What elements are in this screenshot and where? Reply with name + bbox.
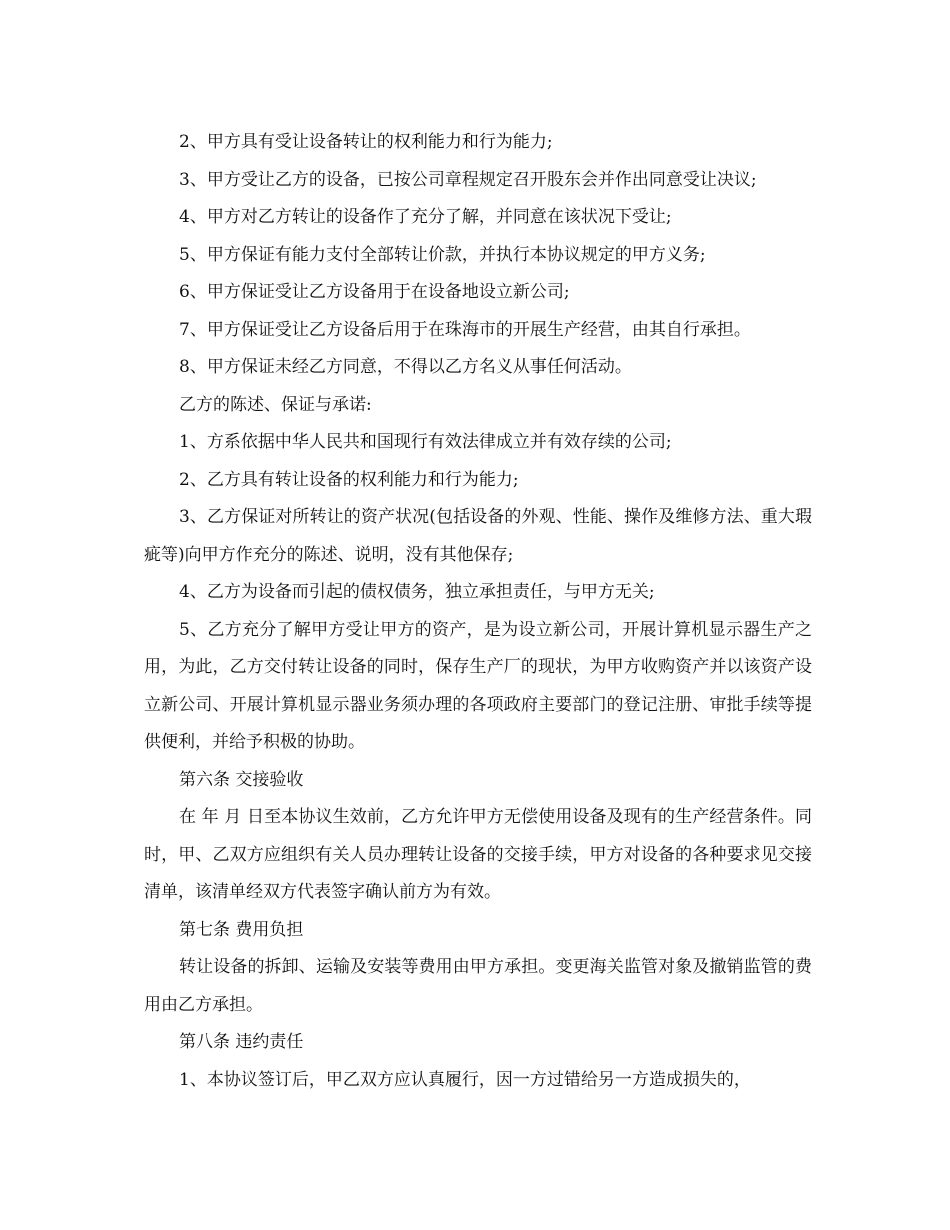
article-7-heading: 第七条 费用负担 (179, 919, 304, 940)
clause-jia-shareholder-resolution: 3、甲方受让乙方的设备，已按公司章程规定召开股东会并作出同意受让决议; (179, 169, 757, 190)
clause-jia-new-company: 6、甲方保证受让乙方设备用于在设备地设立新公司; (179, 282, 570, 302)
clause-yi-capacity: 2、乙方具有转让设备的权利能力和行为能力; (179, 469, 519, 490)
article-8-heading: 第八条 违约责任 (179, 1032, 304, 1052)
article-6-body: 在 年 月 日至本协议生效前，乙方允许甲方无偿使用设备及现有的生产经营条件。同时，甲、乙双方应组织有关人员办理转让设备的交接手续，甲方对设备的各种要求见交接清单，该清单经双方代表签字确认前方为有效。 (144, 807, 812, 902)
clause-yi-assistance: 5、乙方充分了解甲方受让甲方的资产，是为设立新公司，开展计算机显示器生产之用，为此，乙方交付转让设备的同时，保存生产厂的现状，为甲方收购资产并以该资产设立新公司、开展计算机显示器业务须办理的各项政府主要部门的登记注册、审批手续等提供便利，并给予积极的协助。 (144, 619, 812, 752)
clause-yi-debts: 4、乙方为设备而引起的债权债务，独立承担责任，与甲方无关; (179, 582, 655, 602)
document-body (144, 124, 812, 1099)
clause-yi-legal-entity: 1、方系依据中华人民共和国现行有效法律成立并有效存续的公司; (179, 432, 672, 452)
clause-jia-payment: 5、甲方保证有能力支付全部转让价款，并执行本协议规定的甲方义务; (179, 244, 706, 265)
section-yi-statements: 乙方的陈述、保证与承诺: (179, 394, 372, 415)
article-6-heading: 第六条 交接验收 (179, 769, 304, 790)
clause-jia-understanding: 4、甲方对乙方转让的设备作了充分了解，并同意在该状况下受让; (179, 207, 672, 227)
clause-jia-capacity: 2、甲方具有受让设备转让的权利能力和行为能力; (179, 132, 553, 152)
clause-jia-name-use: 8、甲方保证未经乙方同意，不得以乙方名义从事任何活动。 (179, 357, 632, 377)
clause-yi-asset-disclosure: 3、乙方保证对所转让的资产状况(包括设备的外观、性能、操作及维修方法、重大瑕疵等)向甲方作充分的陈述、说明，没有其他保存; (144, 507, 812, 565)
article-7-body: 转让设备的拆卸、运输及安装等费用由甲方承担。变更海关监管对象及撤销监管的费用由乙方承担。 (144, 957, 812, 1015)
clause-jia-zhuhai-operation: 7、甲方保证受让乙方设备后用于在珠海市的开展生产经营，由其自行承担。 (179, 319, 751, 340)
article-8-clause-1: 1、本协议签订后，甲乙双方应认真履行，因一方过错给另一方造成损失的， (179, 1069, 751, 1090)
